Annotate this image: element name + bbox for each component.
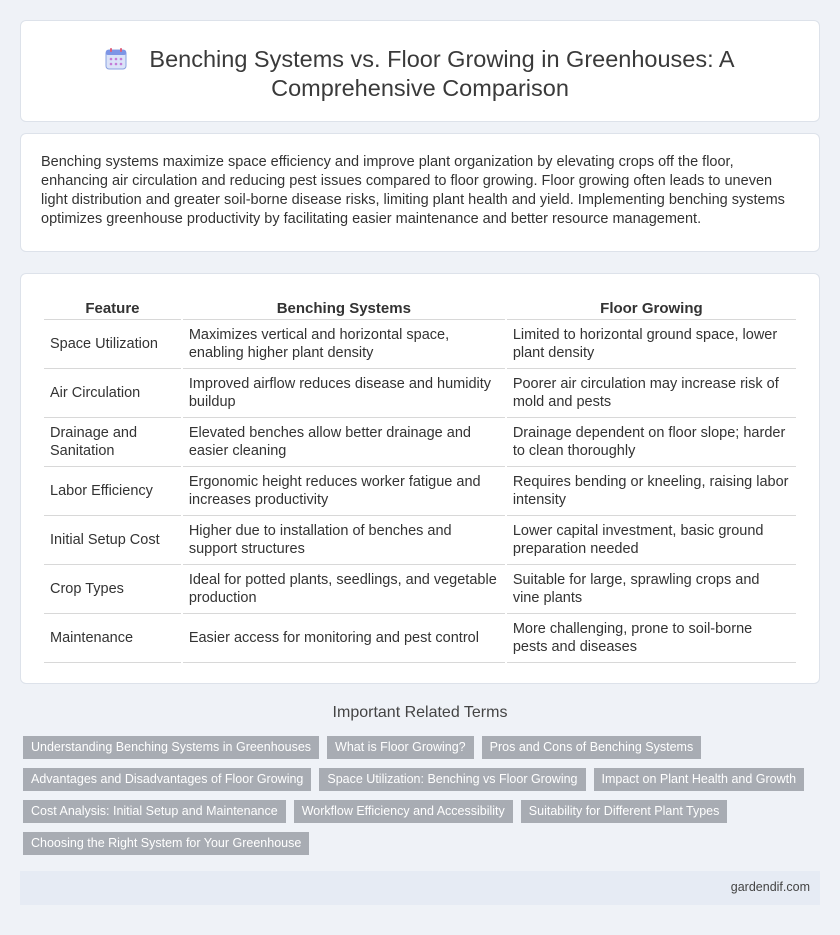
floor-cell: Suitable for large, sprawling crops and vine plants bbox=[507, 565, 796, 614]
table-row bbox=[44, 320, 796, 369]
feature-cell: Space Utilization bbox=[44, 320, 181, 369]
floor-cell: Requires bending or kneeling, raising labor intensity bbox=[507, 467, 796, 516]
feature-cell: Drainage and Sanitation bbox=[44, 418, 181, 467]
benching-cell: Easier access for monitoring and pest control bbox=[183, 614, 505, 663]
intro-paragraph: Benching systems maximize space efficiency and improve plant organization by elevating crops off the floor, enhancing air circulation and reducing pest issues compared to floor growing. Floor growing often leads to uneven light distribution and greater soil-borne disease risks, limiting plant health and yield. Implementing benching systems optimizes greenhouse productivity by facilitating easier maintenance and better resource management. bbox=[41, 154, 785, 227]
floor-cell: Limited to horizontal ground space, lower plant density bbox=[507, 320, 796, 369]
benching-cell: Ideal for potted plants, seedlings, and vegetable production bbox=[183, 565, 505, 614]
header-feature: Feature bbox=[44, 296, 181, 320]
page-title bbox=[21, 45, 819, 103]
table-header-row bbox=[44, 296, 796, 320]
feature-cell: Air Circulation bbox=[44, 369, 181, 418]
table-row bbox=[44, 614, 796, 663]
related-terms-title: Important Related Terms bbox=[332, 704, 508, 721]
title-line-1: Benching Systems vs. Floor Growing in Greenhouses: A bbox=[149, 46, 735, 72]
table-row bbox=[44, 467, 796, 516]
header-benching: Benching Systems bbox=[183, 296, 505, 320]
benching-cell: Elevated benches allow better drainage and easier cleaning bbox=[183, 418, 505, 467]
tag-link[interactable]: Cost Analysis: Initial Setup and Maintenance bbox=[23, 800, 286, 823]
tag-link[interactable]: Suitability for Different Plant Types bbox=[521, 800, 728, 823]
feature-cell: Crop Types bbox=[44, 565, 181, 614]
tag-link[interactable]: Choosing the Right System for Your Greenhouse bbox=[23, 832, 309, 855]
feature-cell: Initial Setup Cost bbox=[44, 516, 181, 565]
tag-link[interactable]: Advantages and Disadvantages of Floor Growing bbox=[23, 768, 311, 791]
floor-cell: Drainage dependent on floor slope; harder to clean thoroughly bbox=[507, 418, 796, 467]
table-row bbox=[44, 418, 796, 467]
header-floor: Floor Growing bbox=[507, 296, 796, 320]
footer bbox=[20, 871, 820, 905]
title-line-2: Comprehensive Comparison bbox=[271, 75, 569, 101]
tag-link[interactable]: Space Utilization: Benching vs Floor Growing bbox=[319, 768, 585, 791]
benching-cell: Improved airflow reduces disease and humidity buildup bbox=[183, 369, 505, 418]
calendar-icon bbox=[105, 48, 127, 70]
footer-site-link[interactable]: gardendif.com bbox=[730, 880, 810, 894]
table-row bbox=[44, 565, 796, 614]
header-card bbox=[20, 20, 820, 122]
feature-cell: Maintenance bbox=[44, 614, 181, 663]
related-terms-tags bbox=[23, 736, 803, 864]
tag-link[interactable]: Understanding Benching Systems in Greenhouses bbox=[23, 736, 319, 759]
table-row bbox=[44, 516, 796, 565]
benching-cell: Ergonomic height reduces worker fatigue and increases productivity bbox=[183, 467, 505, 516]
feature-cell: Labor Efficiency bbox=[44, 467, 181, 516]
comparison-table-card bbox=[20, 273, 820, 684]
tag-link[interactable]: Pros and Cons of Benching Systems bbox=[482, 736, 702, 759]
tag-link[interactable]: Impact on Plant Health and Growth bbox=[594, 768, 805, 791]
floor-cell: Lower capital investment, basic ground preparation needed bbox=[507, 516, 796, 565]
intro-card bbox=[20, 133, 820, 252]
benching-cell: Maximizes vertical and horizontal space, enabling higher plant density bbox=[183, 320, 505, 369]
floor-cell: Poorer air circulation may increase risk of mold and pests bbox=[507, 369, 796, 418]
benching-cell: Higher due to installation of benches and support structures bbox=[183, 516, 505, 565]
floor-cell: More challenging, prone to soil-borne pests and diseases bbox=[507, 614, 796, 663]
table-row bbox=[44, 369, 796, 418]
tag-link[interactable]: What is Floor Growing? bbox=[327, 736, 474, 759]
comparison-table bbox=[42, 296, 798, 663]
tag-link[interactable]: Workflow Efficiency and Accessibility bbox=[294, 800, 513, 823]
